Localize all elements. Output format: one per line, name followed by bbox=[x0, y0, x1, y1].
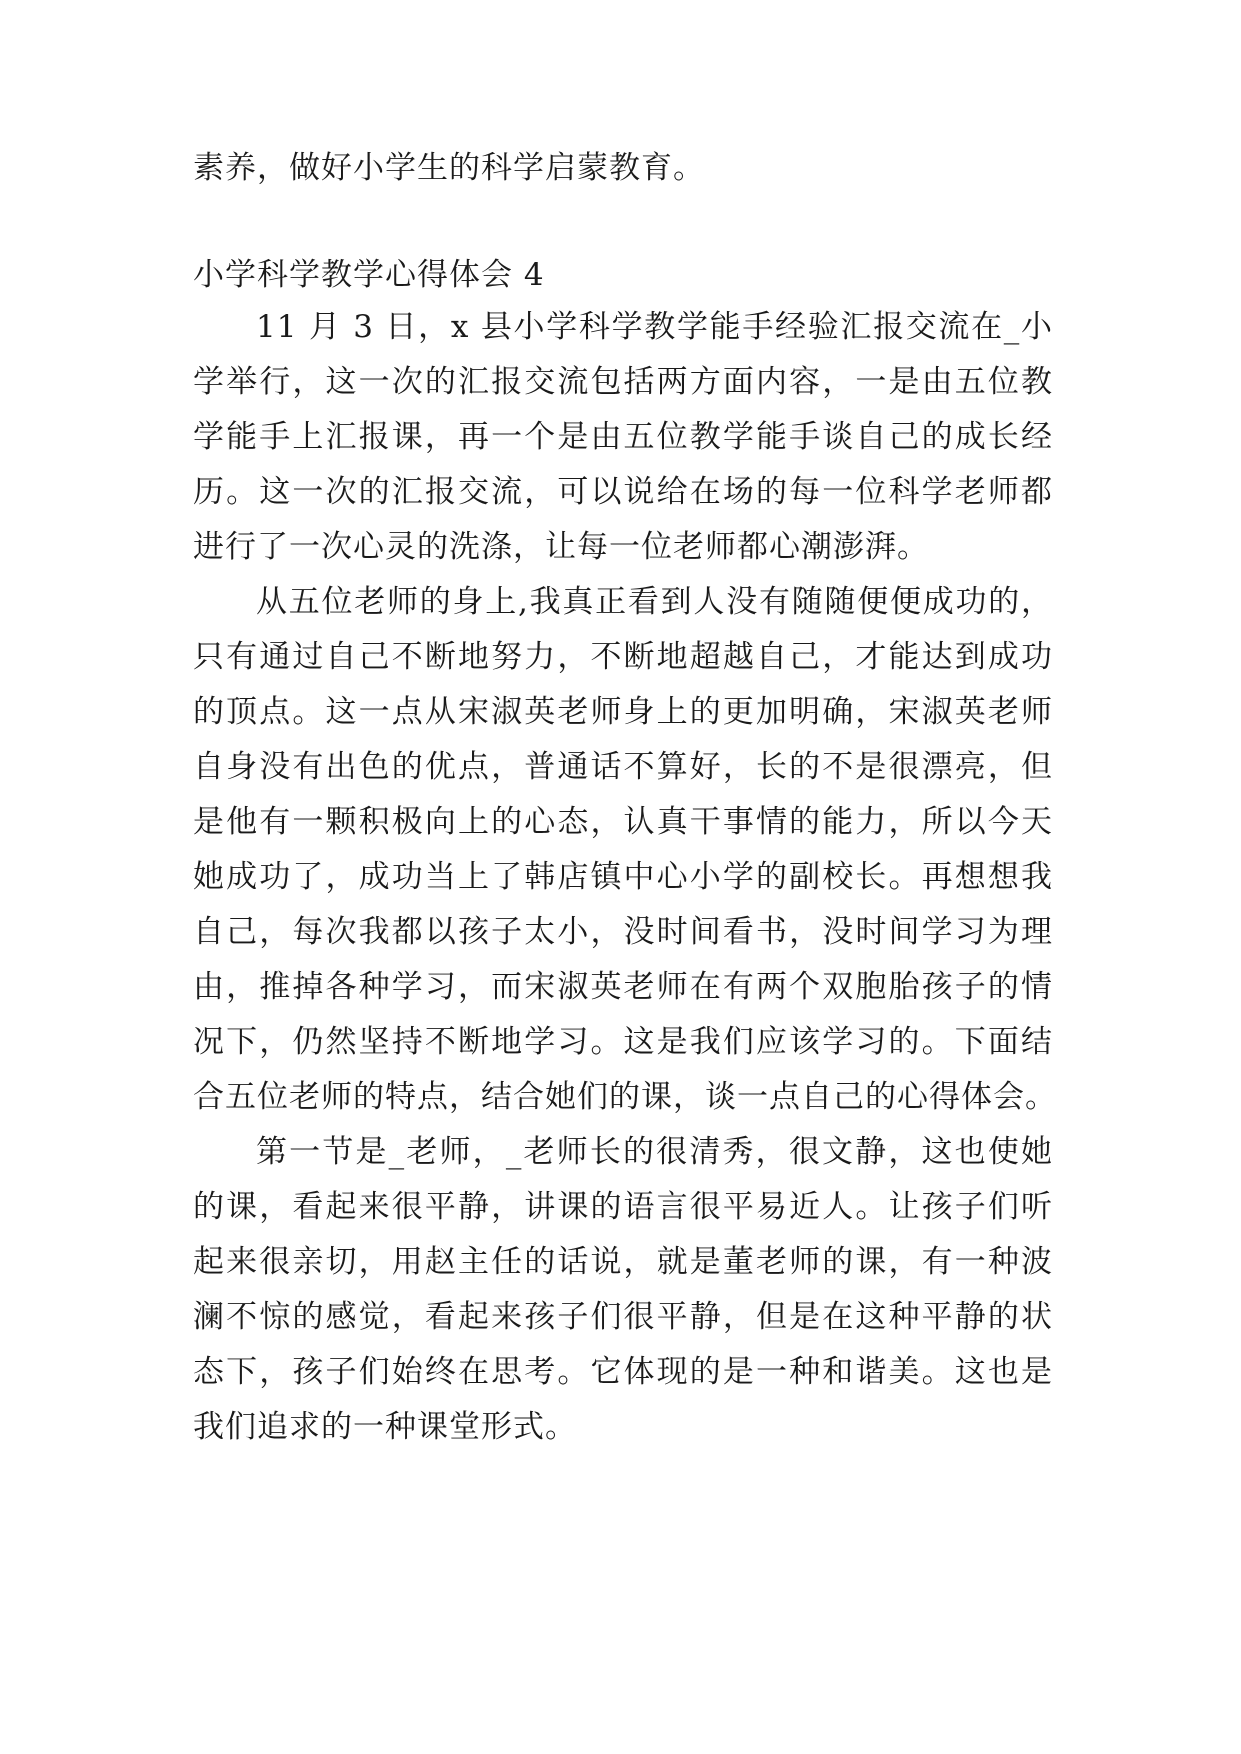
text-line: 她成功了，成功当上了韩店镇中心小学的副校长。再想想我 bbox=[193, 859, 1053, 895]
text-line: 的课，看起来很平静，讲课的语言很平易近人。让孩子们听 bbox=[193, 1189, 1053, 1225]
section-heading: 小学科学教学心得体会 4 bbox=[193, 257, 545, 293]
text-line: 是他有一颗积极向上的心态，认真干事情的能力，所以今天 bbox=[193, 804, 1053, 840]
text-line: 态下，孩子们始终在思考。它体现的是一种和谐美。这也是 bbox=[193, 1354, 1053, 1390]
text-line: 第一节是_老师，_老师长的很清秀，很文静，这也使她 bbox=[256, 1134, 1053, 1170]
text-line: 素养，做好小学生的科学启蒙教育。 bbox=[193, 150, 705, 186]
text-line: 合五位老师的特点，结合她们的课，谈一点自己的心得体会。 bbox=[193, 1079, 1057, 1115]
text-line: 我们追求的一种课堂形式。 bbox=[193, 1409, 577, 1445]
text-line: 学能手上汇报课，再一个是由五位教学能手谈自己的成长经 bbox=[193, 419, 1053, 455]
text-line: 澜不惊的感觉，看起来孩子们很平静，但是在这种平静的状 bbox=[193, 1299, 1053, 1335]
text-line: 况下，仍然坚持不断地学习。这是我们应该学习的。下面结 bbox=[193, 1024, 1053, 1060]
text-line: 的顶点。这一点从宋淑英老师身上的更加明确，宋淑英老师 bbox=[193, 694, 1053, 730]
text-line: 自己，每次我都以孩子太小，没时间看书，没时间学习为理 bbox=[193, 914, 1053, 950]
text-line: 起来很亲切，用赵主任的话说，就是董老师的课，有一种波 bbox=[193, 1244, 1053, 1280]
text-line: 只有通过自己不断地努力，不断地超越自己，才能达到成功 bbox=[193, 639, 1053, 675]
text-line: 11 月 3 日，x 县小学科学教学能手经验汇报交流在_小 bbox=[256, 309, 1053, 345]
text-line: 自身没有出色的优点，普通话不算好，长的不是很漂亮，但 bbox=[193, 749, 1053, 785]
text-line: 历。这一次的汇报交流，可以说给在场的每一位科学老师都 bbox=[193, 474, 1053, 510]
text-line: 学举行，这一次的汇报交流包括两方面内容，一是由五位教 bbox=[193, 364, 1053, 400]
text-line: 从五位老师的身上,我真正看到人没有随随便便成功的， bbox=[256, 584, 1053, 620]
text-line: 由，推掉各种学习，而宋淑英老师在有两个双胞胎孩子的情 bbox=[193, 969, 1053, 1005]
text-line: 进行了一次心灵的洗涤，让每一位老师都心潮澎湃。 bbox=[193, 529, 929, 565]
